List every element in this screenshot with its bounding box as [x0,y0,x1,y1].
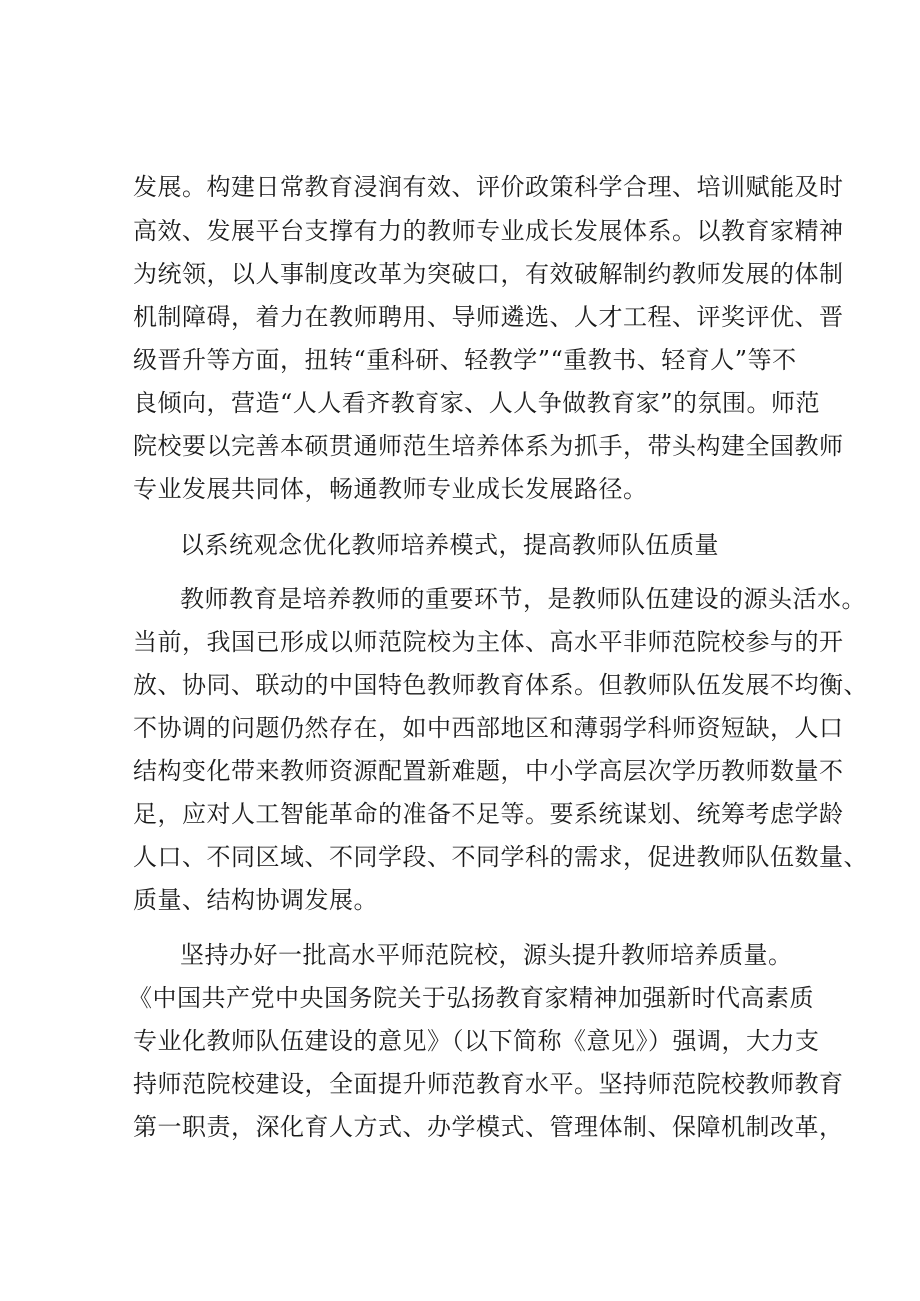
text-line: 结构变化带来教师资源配置新难题，中小学高层次学历教师数量不 [133,757,844,785]
text-line: 持师范院校建设，全面提升师范教育水平。坚持师范院校教师教育 [133,1070,844,1098]
section-heading: 以系统观念优化教师培养模式，提高教师队伍质量 [180,531,719,559]
text-line: 《中国共产党中央国务院关于弘扬教育家精神加强新时代高素质 [128,984,814,1012]
text-line: 级晋升等方面，扭转“重科研、轻教学”“重教书、轻育人”等不 [133,346,797,374]
text-line: 坚持办好一批高水平师范院校，源头提升教师培养质量。 [180,941,793,969]
text-line: 高效、发展平台支撑有力的教师专业成长发展体系。以教育家精神 [133,217,844,245]
text-line: 当前，我国已形成以师范院校为主体、高水平非师范院校参与的开 [133,628,844,656]
text-line: 质量、结构协调发展。 [133,886,378,914]
text-line: 放、协同、联动的中国特色教师教育体系。但教师队伍发展不均衡、 [133,671,868,699]
text-line: 第一职责，深化育人方式、办学模式、管理体制、保障机制改革， [133,1113,844,1141]
text-line: 为统领，以人事制度改革为突破口，有效破解制约教师发展的体制 [133,260,844,288]
text-line: 专业发展共同体，畅通教师专业成长发展路径。 [133,475,648,503]
text-line: 良倾向，营造“人人看齐教育家、人人争做教育家”的氛围。师范 [133,389,821,417]
text-line: 专业化教师队伍建设的意见》（以下简称《意见》）强调，大力支 [133,1027,820,1055]
text-line: 教师教育是培养教师的重要环节，是教师队伍建设的源头活水。 [180,585,866,613]
text-line: 人口、不同区域、不同学段、不同学科的需求，促进教师队伍数量、 [133,843,868,871]
text-line: 足，应对人工智能革命的准备不足等。要系统谋划、统筹考虑学龄 [133,800,844,828]
text-line: 发展。构建日常教育浸润有效、评价政策科学合理、培训赋能及时 [133,173,844,201]
text-line: 机制障碍，着力在教师聘用、导师遴选、人才工程、评奖评优、晋 [133,303,844,331]
text-line: 不协调的问题仍然存在，如中西部地区和薄弱学科师资短缺，人口 [133,714,844,742]
text-line: 院校要以完善本硕贯通师范生培养体系为抓手，带头构建全国教师 [133,432,844,460]
